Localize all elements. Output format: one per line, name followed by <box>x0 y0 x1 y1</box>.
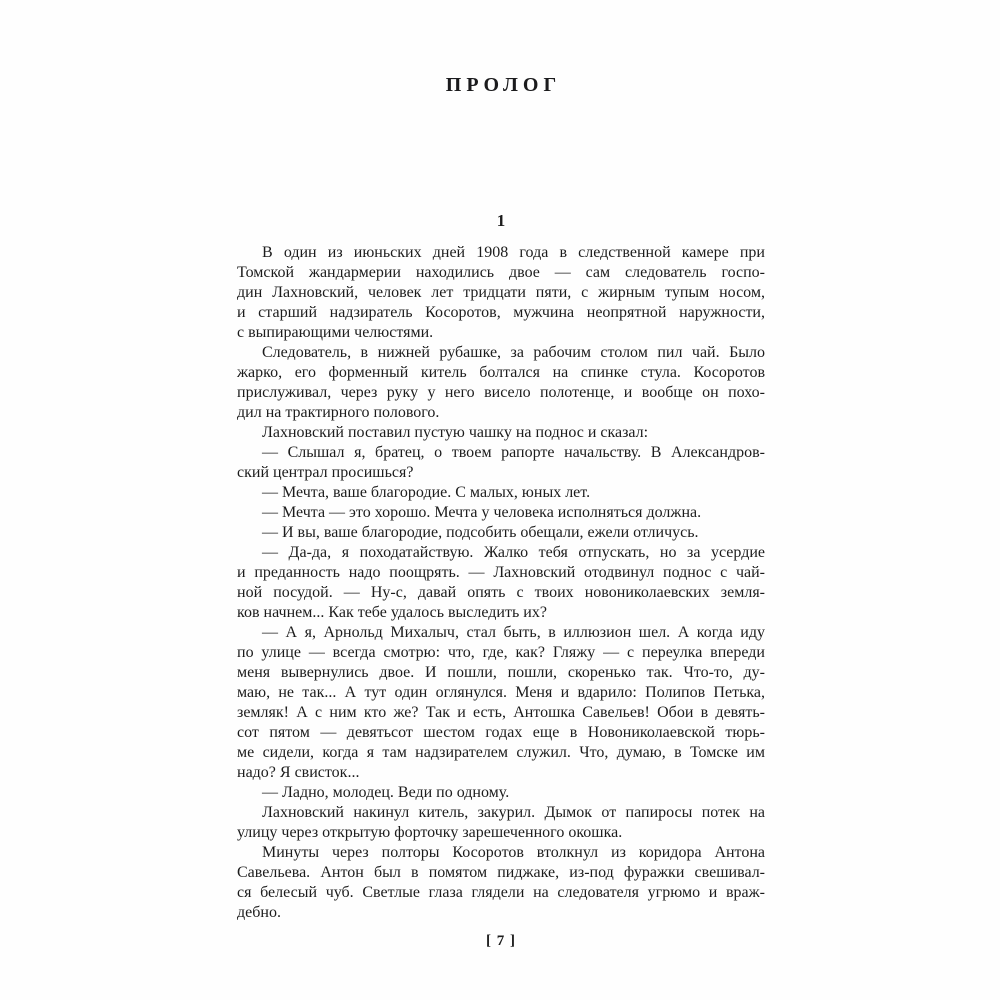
text-line: сот пятом — девятьсот шестом годах еще в Новониколаевской тюрь- <box>237 724 765 741</box>
text-line: — А я, Арнольд Михалыч, стал быть, в иллюзион шел. А когда иду <box>262 624 765 641</box>
text-line: Минуты через полторы Косоротов втолкнул из коридора Антона <box>262 844 765 861</box>
text-line: земляк! А с ним кто же? Так и есть, Антошка Савельев! Обои в девять- <box>237 704 765 721</box>
text-line: — Да-да, я походатайствую. Жалко тебя отпускать, но за усердие <box>262 544 765 561</box>
text-line: Лахновский накинул китель, закурил. Дымок от папиросы потек на <box>262 804 765 821</box>
text-line: ной посудой. — Ну-с, давай опять с твоих новониколаевских земля- <box>237 584 765 601</box>
text-line: — Мечта, ваше благородие. С малых, юных лет. <box>262 484 591 501</box>
paragraph <box>237 843 765 923</box>
paragraph <box>237 803 765 843</box>
paragraph <box>237 423 765 443</box>
text-line: ся белесый чуб. Светлые глаза глядели на следователя угрюмо и враж- <box>237 884 765 901</box>
text-line: ме сидели, когда я там надзирателем служил. Что, думаю, в Томске им <box>237 744 765 761</box>
text-line: Лахновский поставил пустую чашку на поднос и сказал: <box>262 424 649 441</box>
text-line: — Ладно, молодец. Веди по одному. <box>262 784 510 801</box>
text-line: дебно. <box>237 904 281 921</box>
text-line: прислуживал, через руку у него висело полотенце, и вообще он похо- <box>237 384 765 401</box>
text-line: Следователь, в нижней рубашке, за рабочим столом пил чай. Было <box>262 344 765 361</box>
text-line: меня вывернулись двое. И пошли, пошли, скоренько так. Что-то, ду- <box>237 664 765 681</box>
paragraph <box>237 483 765 503</box>
paragraph <box>237 503 765 523</box>
text-line: Савельева. Антон был в помятом пиджаке, из-под фуражки свешивал- <box>237 864 765 881</box>
paragraph <box>237 783 765 803</box>
text-line: маю, не так... А тут один оглянулся. Меня и вдарило: Полипов Петька, <box>237 684 765 701</box>
paragraph <box>237 243 765 343</box>
text-line: ков начнем... Как тебе удалось выследить их? <box>237 604 547 621</box>
text-line: жарко, его форменный китель болтался на спинке стула. Косоротов <box>237 364 765 381</box>
text-line: и старший надзиратель Косоротов, мужчина неопрятной наружности, <box>237 304 765 321</box>
text-line: по улице — всегда смотрю: что, где, как? Гляжу — с переулка впереди <box>237 644 765 661</box>
text-line: ский централ просишься? <box>237 464 414 481</box>
text-line: Томской жандармерии находились двое — сам следователь госпо- <box>237 264 765 281</box>
paragraph <box>237 543 765 623</box>
text-line: дин Лахновский, человек лет тридцати пяти, с жирным тупым носом, <box>237 284 765 301</box>
chapter-title: ПРОЛОГ <box>445 74 562 96</box>
paragraph <box>237 343 765 423</box>
paragraph <box>237 623 765 783</box>
text-line: — Мечта — это хорошо. Мечта у человека исполняться должна. <box>262 504 702 521</box>
text-line: — Слышал я, братец, о твоем рапорте начальству. В Александров- <box>262 444 765 461</box>
text-line: надо? Я свисток... <box>237 764 360 781</box>
section-number: 1 <box>496 211 506 230</box>
body-text <box>237 243 765 923</box>
text-line: — И вы, ваше благородие, подсобить обещали, ежели отличусь. <box>262 524 699 541</box>
paragraph <box>237 443 765 483</box>
text-line: и преданность надо поощрять. — Лахновский отодвинул поднос с чай- <box>237 564 765 581</box>
page-number: [ 7 ] <box>486 933 516 949</box>
text-line: улицу через открытую форточку зарешеченного окошка. <box>237 824 623 841</box>
text-line: В один из июньских дней 1908 года в следственной камере при <box>262 244 765 261</box>
paragraph <box>237 523 765 543</box>
text-line: дил на трактирного полового. <box>237 404 440 421</box>
text-line: с выпирающими челюстями. <box>237 324 434 341</box>
